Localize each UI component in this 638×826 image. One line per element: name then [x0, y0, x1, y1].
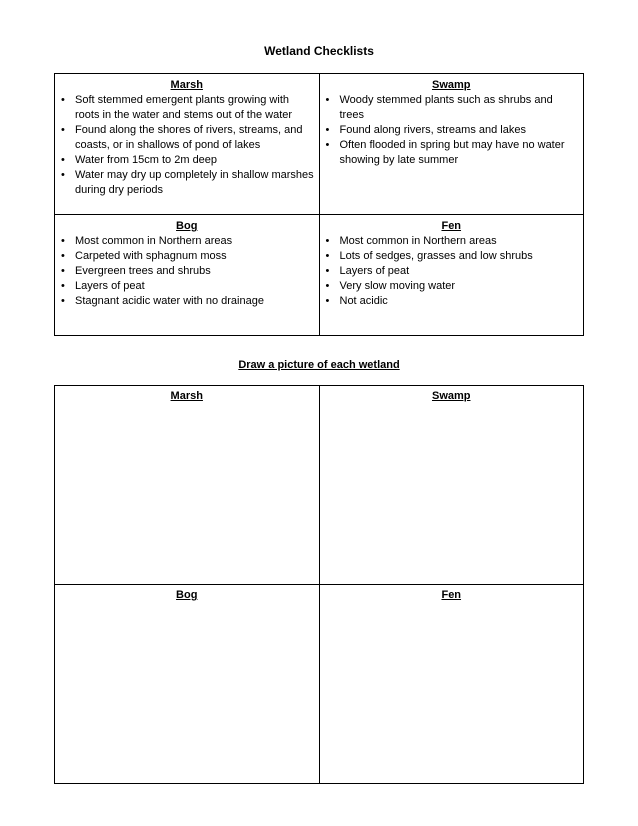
list-item: • Not acidic — [325, 295, 388, 307]
bullet-icon: • — [325, 139, 330, 151]
bullet-icon: • — [61, 124, 65, 136]
marsh-drawing-box[interactable] — [55, 386, 320, 585]
bullet-icon: • — [61, 94, 65, 106]
list-item: • Stagnant acidic water with no drainage — [61, 295, 264, 307]
fen-drawing-label: Fen — [441, 589, 462, 601]
list-item: • Soft stemmed emergent plants growing with roots in the water and stems out of the water — [61, 94, 293, 121]
drawing-table — [54, 385, 584, 784]
bullet-icon: • — [325, 235, 330, 247]
list-item: • Water from 15cm to 2m deep — [61, 154, 218, 166]
bog-heading: Bog — [176, 220, 198, 232]
fen-heading: Fen — [441, 220, 462, 232]
list-item: • Woody stemmed plants such as shrubs and trees — [325, 94, 553, 121]
fen-drawing-box[interactable] — [319, 585, 584, 784]
list-item: • Layers of peat — [325, 265, 410, 277]
list-item: • Layers of peat — [61, 280, 145, 292]
bullet-icon: • — [325, 250, 330, 262]
list-item: • Very slow moving water — [325, 280, 456, 292]
page-title: Wetland Checklists — [264, 44, 374, 58]
marsh-drawing-label: Marsh — [170, 390, 203, 402]
bullet-icon: • — [61, 280, 65, 292]
list-item: • Found along rivers, streams and lakes — [325, 124, 526, 136]
bullet-icon: • — [61, 295, 65, 307]
bullet-icon: • — [325, 280, 330, 292]
bullet-icon: • — [61, 235, 65, 247]
list-item: • Lots of sedges, grasses and low shrubs — [325, 250, 533, 262]
bullet-icon: • — [325, 124, 330, 136]
bog-list — [59, 234, 315, 309]
bullet-icon: • — [61, 250, 65, 262]
list-item: • Most common in Northern areas — [61, 235, 233, 247]
swamp-drawing-box[interactable] — [319, 386, 584, 585]
list-item: • Water may dry up completely in shallow marshes during dry periods — [61, 169, 314, 196]
list-item: • Most common in Northern areas — [325, 235, 497, 247]
swamp-list — [324, 93, 580, 168]
swamp-drawing-label: Swamp — [431, 390, 471, 402]
drawing-row — [55, 386, 584, 585]
bullet-icon: • — [61, 169, 65, 181]
bullet-icon: • — [325, 94, 330, 106]
bullet-icon: • — [325, 265, 330, 277]
list-item: • Carpeted with sphagnum moss — [61, 250, 227, 262]
marsh-list — [59, 93, 315, 198]
draw-section-title: Draw a picture of each wetland — [238, 359, 400, 371]
bullet-icon: • — [61, 265, 65, 277]
drawing-row — [55, 585, 584, 784]
marsh-cell — [55, 74, 320, 215]
wetland-checklist-table — [54, 73, 584, 336]
marsh-heading: Marsh — [170, 79, 203, 91]
list-item: • Evergreen trees and shrubs — [61, 265, 211, 277]
swamp-cell — [319, 74, 584, 215]
swamp-heading: Swamp — [431, 79, 471, 91]
bog-drawing-box[interactable] — [55, 585, 320, 784]
fen-cell — [319, 215, 584, 336]
list-item: • Found along the shores of rivers, streams, and coasts, or in shallows of pond of lakes — [61, 124, 303, 151]
list-item: • Often flooded in spring but may have no water showing by late summer — [325, 139, 565, 166]
bullet-icon: • — [325, 295, 330, 307]
checklist-row — [55, 74, 584, 215]
bog-drawing-label: Bog — [176, 589, 198, 601]
bullet-icon: • — [61, 154, 65, 166]
checklist-row — [55, 215, 584, 336]
bog-cell — [55, 215, 320, 336]
fen-list — [324, 234, 580, 309]
